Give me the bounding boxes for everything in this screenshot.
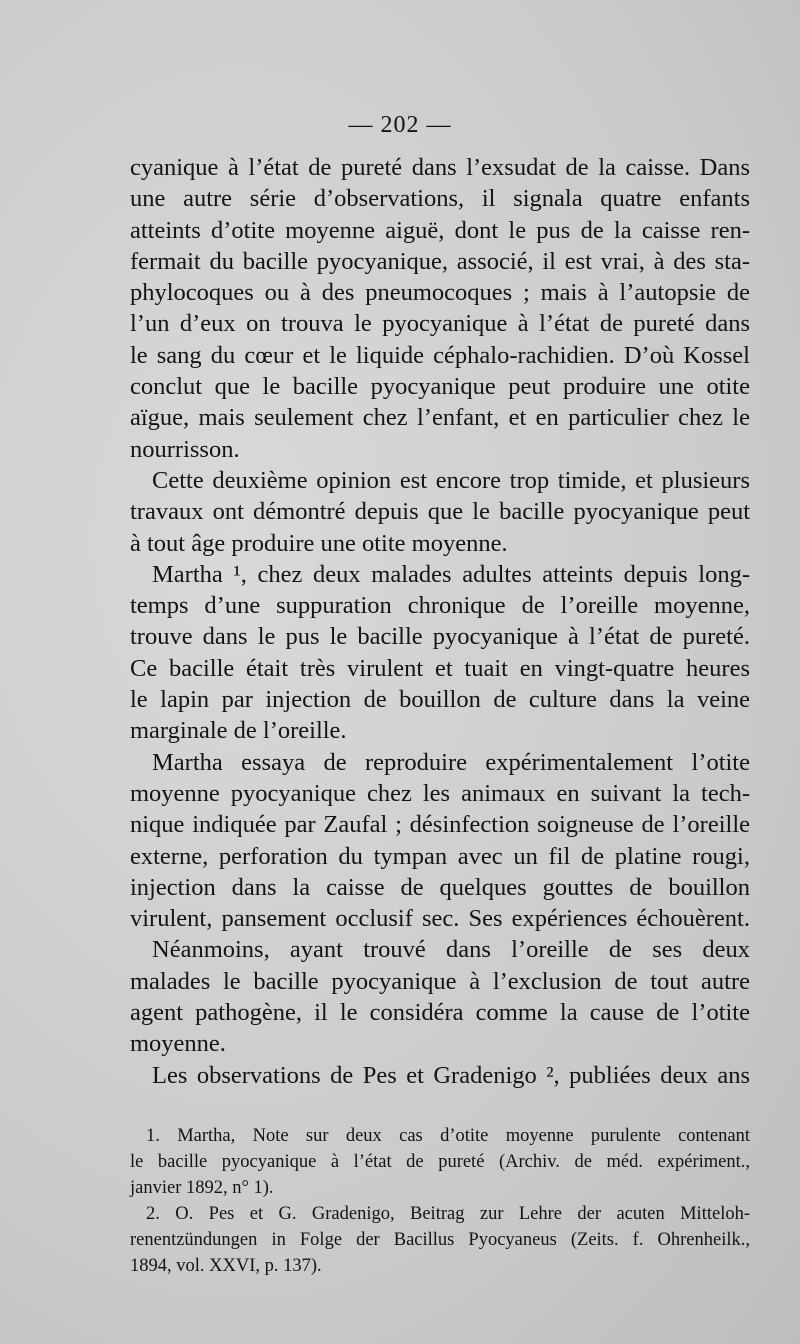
text-line: virulent, pansement occlusif sec. Ses expériences échouèrent. [130,905,750,933]
text-line: Cette deuxième opinion est encore trop timide, et plusieurs [152,466,750,494]
text-line: Martha ¹, chez deux malades adultes atteints depuis long- [152,560,750,588]
text-line: l’un d’eux on trouva le pyocyanique à l’état de pureté dans [130,310,750,338]
text-line: à tout âge produire une otite moyenne. [130,529,508,557]
text-line: marginale de l’oreille. [130,717,347,745]
text-line: agent pathogène, il le considéra comme la cause de l’otite [130,999,750,1027]
text-line: fermait du bacille pyocyanique, associé, il est vrai, à des sta- [130,247,750,275]
footnote-line: 2. O. Pes et G. Gradenigo, Beitrag zur Lehre der acuten Mitteloh- [146,1204,750,1224]
text-line: atteints d’otite moyenne aiguë, dont le pus de la caisse ren- [130,216,750,244]
text-line: moyenne. [130,1030,226,1058]
text-line: nourrisson. [130,435,240,463]
text-line: temps d’une suppuration chronique de l’oreille moyenne, [130,592,750,620]
text-line: trouve dans le pus le bacille pyocyanique à l’état de pureté. [130,623,750,651]
footnotes [130,1123,750,1279]
body-text [130,152,750,1091]
text-line: le sang du cœur et le liquide céphalo-rachidien. D’où Kossel [130,341,750,369]
footnote-line: renentzündungen in Folge der Bacillus Pyocyaneus (Zeits. f. Ohrenheilk., [130,1230,750,1250]
text-line: phylocoques ou à des pneumocoques ; mais à l’autopsie de [130,279,750,307]
footnote-line: le bacille pyocyanique à l’état de pureté (Archiv. de méd. expériment., [130,1152,750,1172]
text-line: injection dans la caisse de quelques gouttes de bouillon [130,873,750,901]
text-line: moyenne pyocyanique chez les animaux en suivant la tech- [130,779,750,807]
text-line: externe, perforation du tympan avec un fil de platine rougi, [130,842,750,870]
footnote-line: janvier 1892, n° 1). [130,1178,274,1198]
text-line: nique indiquée par Zaufal ; désinfection soigneuse de l’oreille [130,811,750,839]
text-line: travaux ont démontré depuis que le bacille pyocyanique peut [130,498,750,526]
text-line: Ce bacille était très virulent et tuait en vingt-quatre heures [130,654,750,682]
page-number: — 202 — [348,112,452,138]
text-line: cyanique à l’état de pureté dans l’exsudat de la caisse. Dans [130,154,750,181]
text-line: malades le bacille pyocyanique à l’exclusion de tout autre [130,967,750,995]
text-line: Martha essaya de reproduire expérimentalement l’otite [152,748,750,776]
text-line: Néanmoins, ayant trouvé dans l’oreille de ses deux [152,936,750,964]
text-line: une autre série d’observations, il signala quatre enfants [130,185,750,213]
text-line: Les observations de Pes et Gradenigo ², publiées deux ans [152,1061,750,1089]
text-line: le lapin par injection de bouillon de culture dans la veine [130,686,750,714]
text-line: conclut que le bacille pyocyanique peut produire une otite [130,373,750,401]
text-line: aïgue, mais seulement chez l’enfant, et en particulier chez le [130,404,750,432]
footnote-line: 1. Martha, Note sur deux cas d’otite moyenne purulente contenant [146,1126,750,1146]
footnote-line: 1894, vol. XXVI, p. 137). [130,1256,322,1276]
